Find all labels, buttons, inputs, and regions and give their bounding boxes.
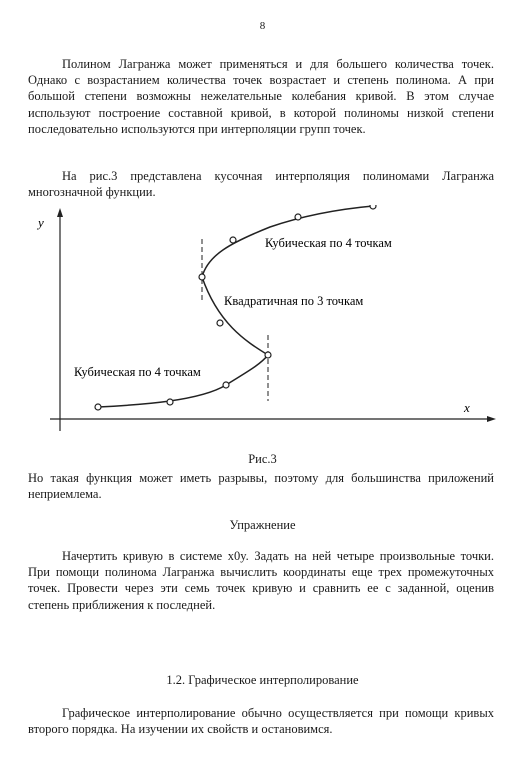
label-lower-cubic: Кубическая по 4 точкам <box>74 365 201 379</box>
exercise-title: Упражнение <box>229 518 296 532</box>
curve-lower-cubic <box>98 355 268 407</box>
point-9 <box>370 205 376 209</box>
point-8 <box>295 214 301 220</box>
point-2 <box>167 399 173 405</box>
point-1 <box>95 404 101 410</box>
figure-piecewise-interpolation <box>30 205 500 445</box>
point-5 <box>217 320 223 326</box>
curve-quadratic <box>202 277 268 355</box>
figure-caption: Рис.3 <box>248 452 277 466</box>
paragraph-lagrange-intro: Полином Лагранжа может применяться и для большего количества точек. Однако с возрастанием количества точек возрастает и степень полинома. А при большой степени возможны нежелательные колебания кривой. В этом случае используют построение составной кривой, в которой полиномы низкой степени последовательно используются при интерполяции групп точек. <box>28 57 494 136</box>
point-3 <box>223 382 229 388</box>
y-axis-arrow <box>57 208 63 217</box>
figure-svg <box>30 205 500 445</box>
paragraph-discontinuity: Но такая функция может иметь разрывы, поэтому для большинства приложений неприемлема. <box>28 471 494 502</box>
point-6 <box>199 274 205 280</box>
paragraph-graphical-interpolation: Графическое интерполирование обычно осуществляется при помощи кривых второго порядка. На изучении их свойств и остановимся. <box>28 706 494 737</box>
point-4 <box>265 352 271 358</box>
x-axis-label: x <box>464 400 470 415</box>
label-quadratic: Квадратичная по 3 точкам <box>224 294 364 308</box>
x-axis-arrow <box>487 416 496 422</box>
label-upper-cubic: Кубическая по 4 точкам <box>265 236 392 250</box>
section-title: 1.2. Графическое интерполирование <box>166 673 359 687</box>
point-7 <box>230 237 236 243</box>
paragraph-figure-reference: На рис.3 представлена кусочная интерполяция полиномами Лагранжа многозначной функции. <box>28 169 494 200</box>
paragraph-exercise: Начертить кривую в системе x0y. Задать на ней четыре произвольные точки. При помощи полинома Лагранжа вычислить координаты еще трех промежуточных точек. Провести через эти семь точек кривую и сравнить ее с заданной, оценив степень приближения к последней. <box>28 549 494 612</box>
y-axis-label: y <box>38 215 44 230</box>
page-number: 8 <box>259 20 266 32</box>
